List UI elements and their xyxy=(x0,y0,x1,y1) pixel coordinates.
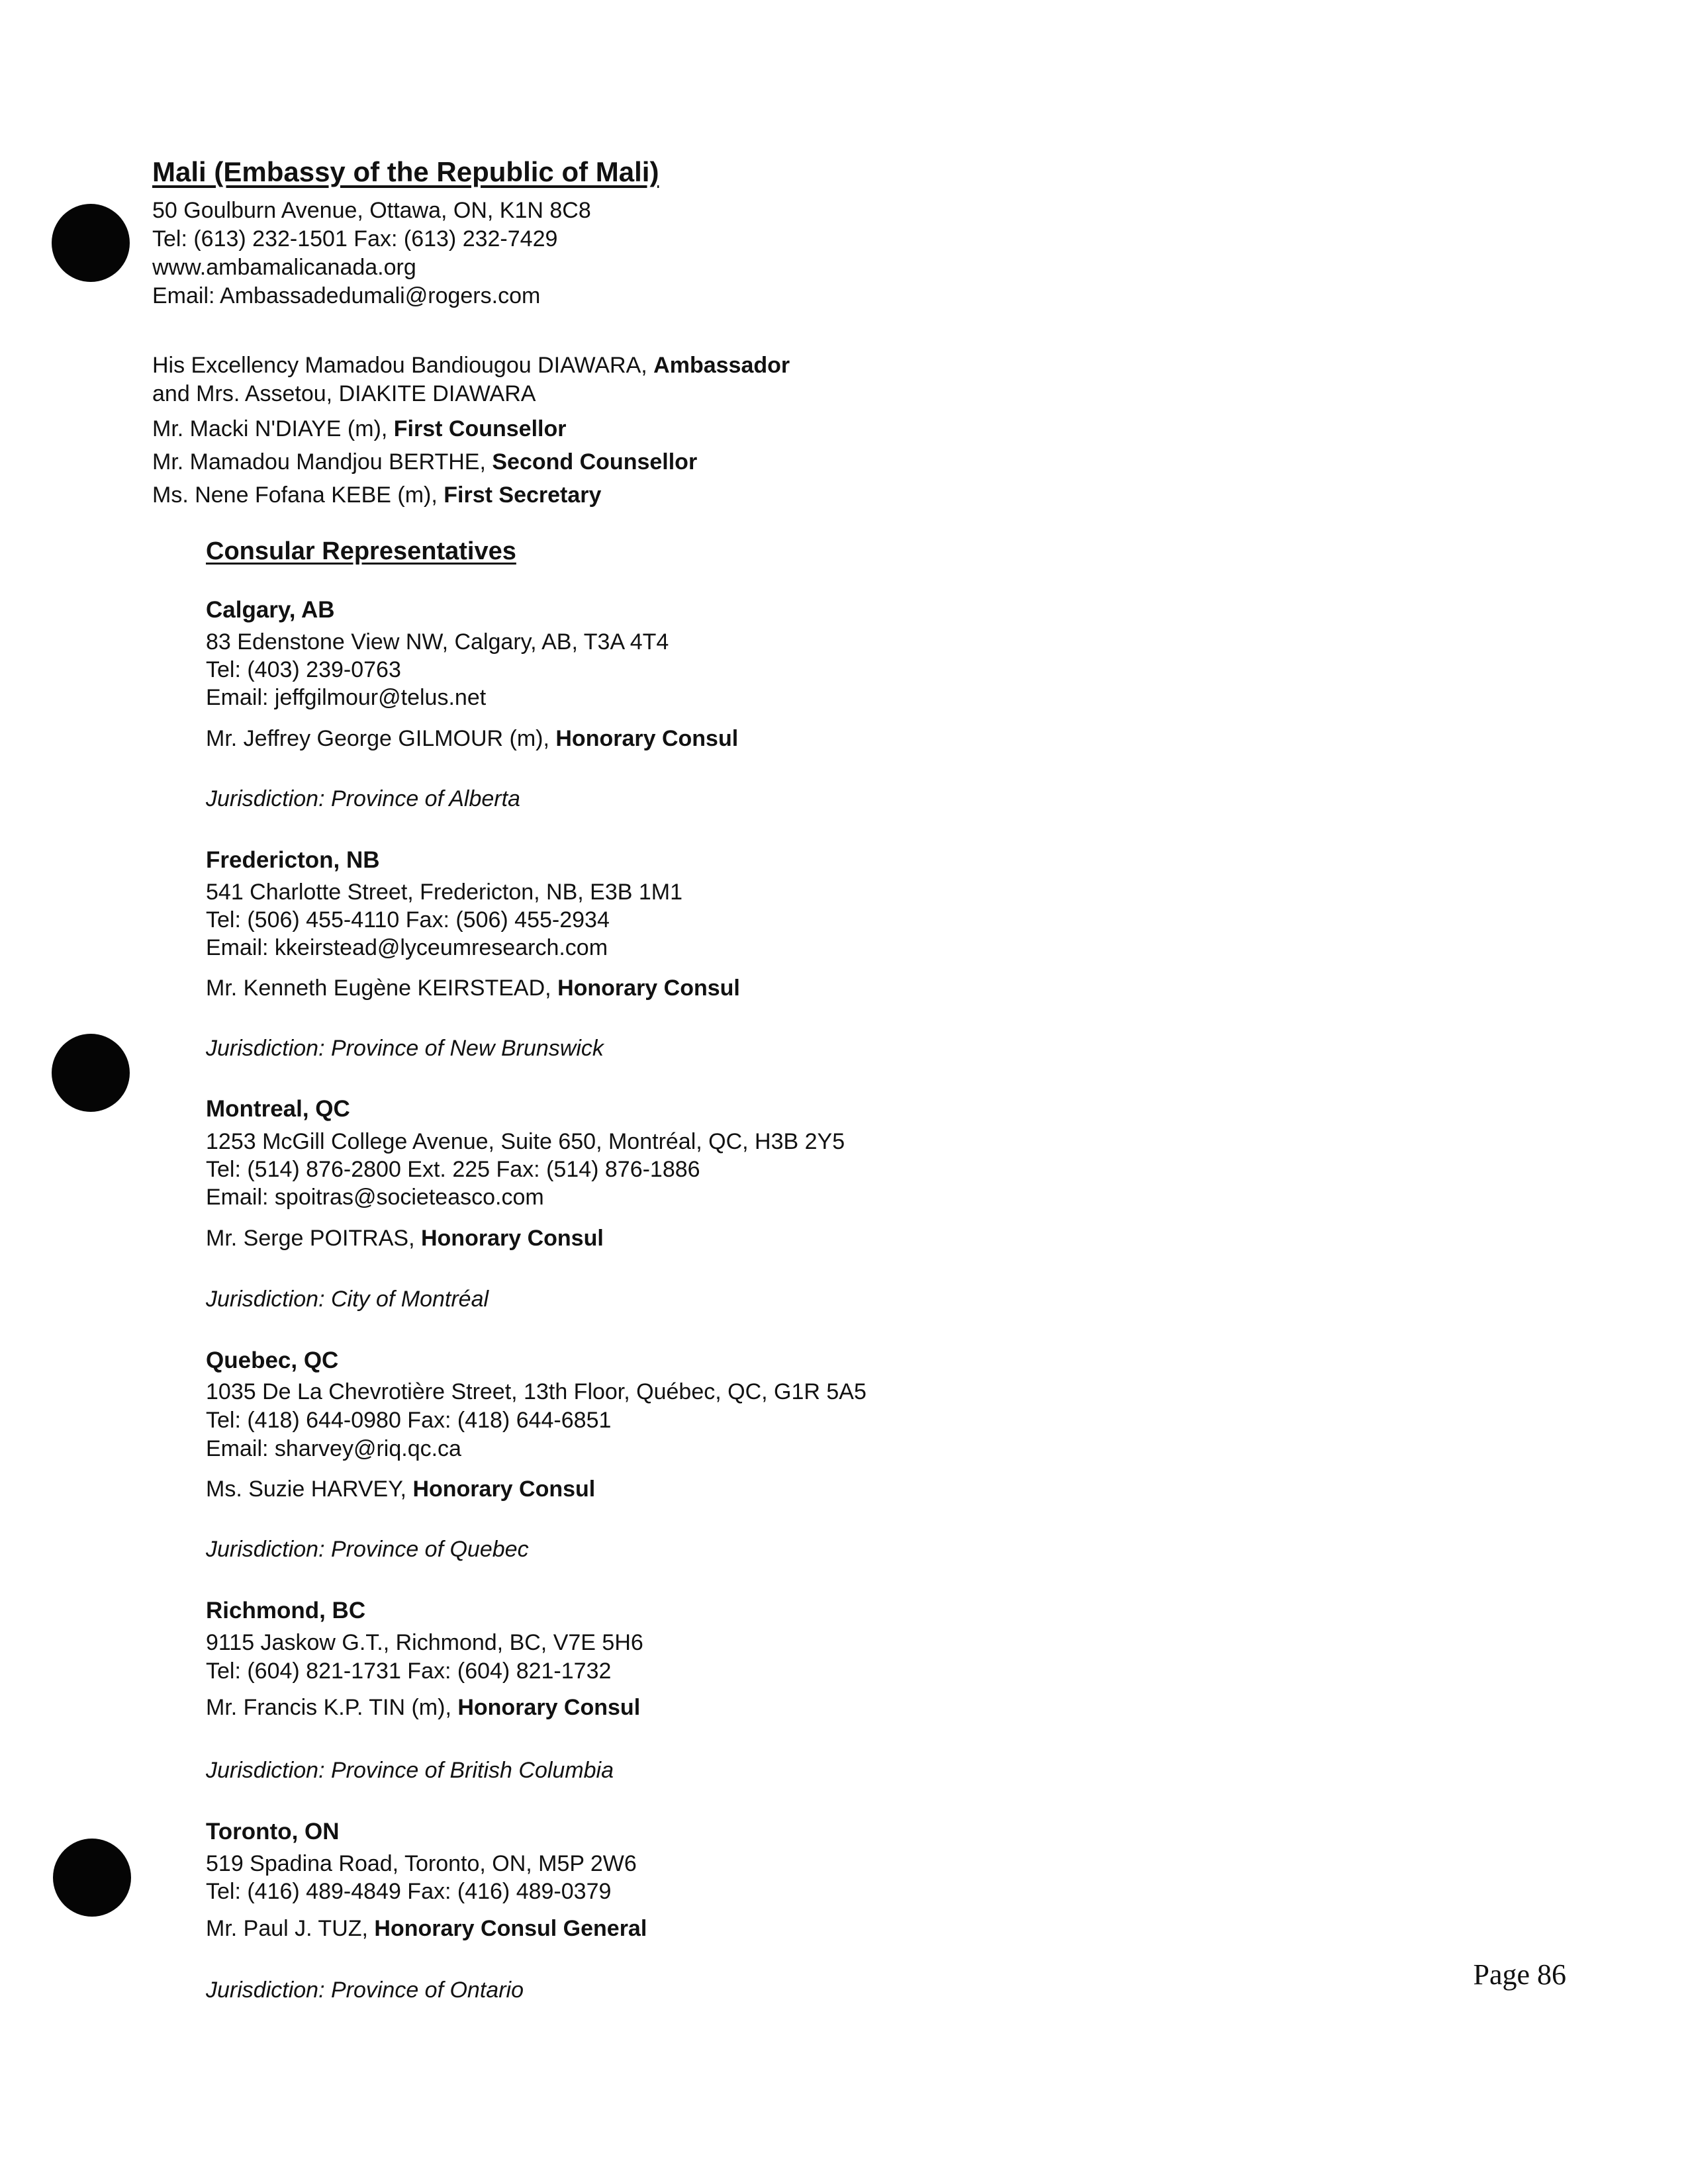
punch-hole xyxy=(53,1839,131,1917)
consulate-phone: Tel: (604) 821-1731 Fax: (604) 821-1732 xyxy=(206,1659,612,1684)
consulate-jurisdiction: Jurisdiction: Province of Quebec xyxy=(206,1537,529,1562)
consulate-city: Quebec, QC xyxy=(206,1347,339,1373)
consulate-address: 83 Edenstone View NW, Calgary, AB, T3A 4T4 xyxy=(206,629,669,655)
consulate-jurisdiction: Jurisdiction: Province of Alberta xyxy=(206,786,520,811)
consulate-address: 519 Spadina Road, Toronto, ON, M5P 2W6 xyxy=(206,1851,637,1876)
consulate-jurisdiction: Jurisdiction: Province of British Columbia xyxy=(206,1758,614,1783)
consulate-city: Calgary, AB xyxy=(206,597,335,623)
consul-name: Mr. Serge POITRAS, Honorary Consul xyxy=(206,1226,604,1251)
consulate-phone: Tel: (514) 876-2800 Ext. 225 Fax: (514) 876-1886 xyxy=(206,1157,700,1182)
punch-hole xyxy=(52,1034,130,1112)
embassy-email: Email: Ambassadedumali@rogers.com xyxy=(152,283,541,308)
consul-name: Mr. Paul J. TUZ, Honorary Consul General xyxy=(206,1916,647,1941)
consulate-city: Toronto, ON xyxy=(206,1819,340,1844)
embassy-website: www.ambamalicanada.org xyxy=(152,255,416,280)
consulate-city: Fredericton, NB xyxy=(206,847,380,873)
consulate-phone: Tel: (418) 644-0980 Fax: (418) 644-6851 xyxy=(206,1408,612,1433)
consul-name: Mr. Jeffrey George GILMOUR (m), Honorary Consul xyxy=(206,726,739,751)
consulate-email: Email: jeffgilmour@telus.net xyxy=(206,685,487,710)
consulate-email: Email: sharvey@riq.qc.ca xyxy=(206,1436,461,1461)
consulate-city: Montreal, QC xyxy=(206,1096,350,1122)
consul-name: Ms. Suzie HARVEY, Honorary Consul xyxy=(206,1477,596,1502)
staff-entry: Mr. Macki N'DIAYE (m), First Counsellor xyxy=(152,416,567,441)
consulate-email: Email: kkeirstead@lyceumresearch.com xyxy=(206,935,608,960)
consulate-jurisdiction: Jurisdiction: Province of Ontario xyxy=(206,1978,524,2003)
consulate-jurisdiction: Jurisdiction: Province of New Brunswick xyxy=(206,1036,604,1061)
staff-entry: and Mrs. Assetou, DIAKITE DIAWARA xyxy=(152,381,536,406)
consulate-email: Email: spoitras@societeasco.com xyxy=(206,1185,544,1210)
consulate-address: 1253 McGill College Avenue, Suite 650, Montréal, QC, H3B 2Y5 xyxy=(206,1129,845,1154)
punch-hole xyxy=(52,204,130,282)
embassy-phone: Tel: (613) 232-1501 Fax: (613) 232-7429 xyxy=(152,226,558,251)
staff-entry: His Excellency Mamadou Bandiougou DIAWARA, Ambassador xyxy=(152,353,790,378)
consulate-phone: Tel: (416) 489-4849 Fax: (416) 489-0379 xyxy=(206,1879,612,1904)
consul-name: Mr. Francis K.P. TIN (m), Honorary Consul xyxy=(206,1695,641,1720)
consulate-address: 1035 De La Chevrotière Street, 13th Floor, Québec, QC, G1R 5A5 xyxy=(206,1379,867,1404)
embassy-address: 50 Goulburn Avenue, Ottawa, ON, K1N 8C8 xyxy=(152,198,591,223)
consulate-jurisdiction: Jurisdiction: City of Montréal xyxy=(206,1287,489,1312)
staff-entry: Ms. Nene Fofana KEBE (m), First Secretary xyxy=(152,482,602,508)
consular-heading: Consular Representatives xyxy=(206,537,516,565)
consul-name: Mr. Kenneth Eugène KEIRSTEAD, Honorary Consul xyxy=(206,976,740,1001)
consulate-city: Richmond, BC xyxy=(206,1598,366,1623)
consulate-phone: Tel: (403) 239-0763 xyxy=(206,657,401,682)
embassy-title: Mali (Embassy of the Republic of Mali) xyxy=(152,156,659,187)
consulate-phone: Tel: (506) 455-4110 Fax: (506) 455-2934 xyxy=(206,907,610,933)
consulate-address: 541 Charlotte Street, Fredericton, NB, E3B 1M1 xyxy=(206,880,683,905)
staff-entry: Mr. Mamadou Mandjou BERTHE, Second Counsellor xyxy=(152,449,698,475)
consulate-address: 9115 Jaskow G.T., Richmond, BC, V7E 5H6 xyxy=(206,1630,643,1655)
page-number: Page 86 xyxy=(1473,1958,1566,1991)
